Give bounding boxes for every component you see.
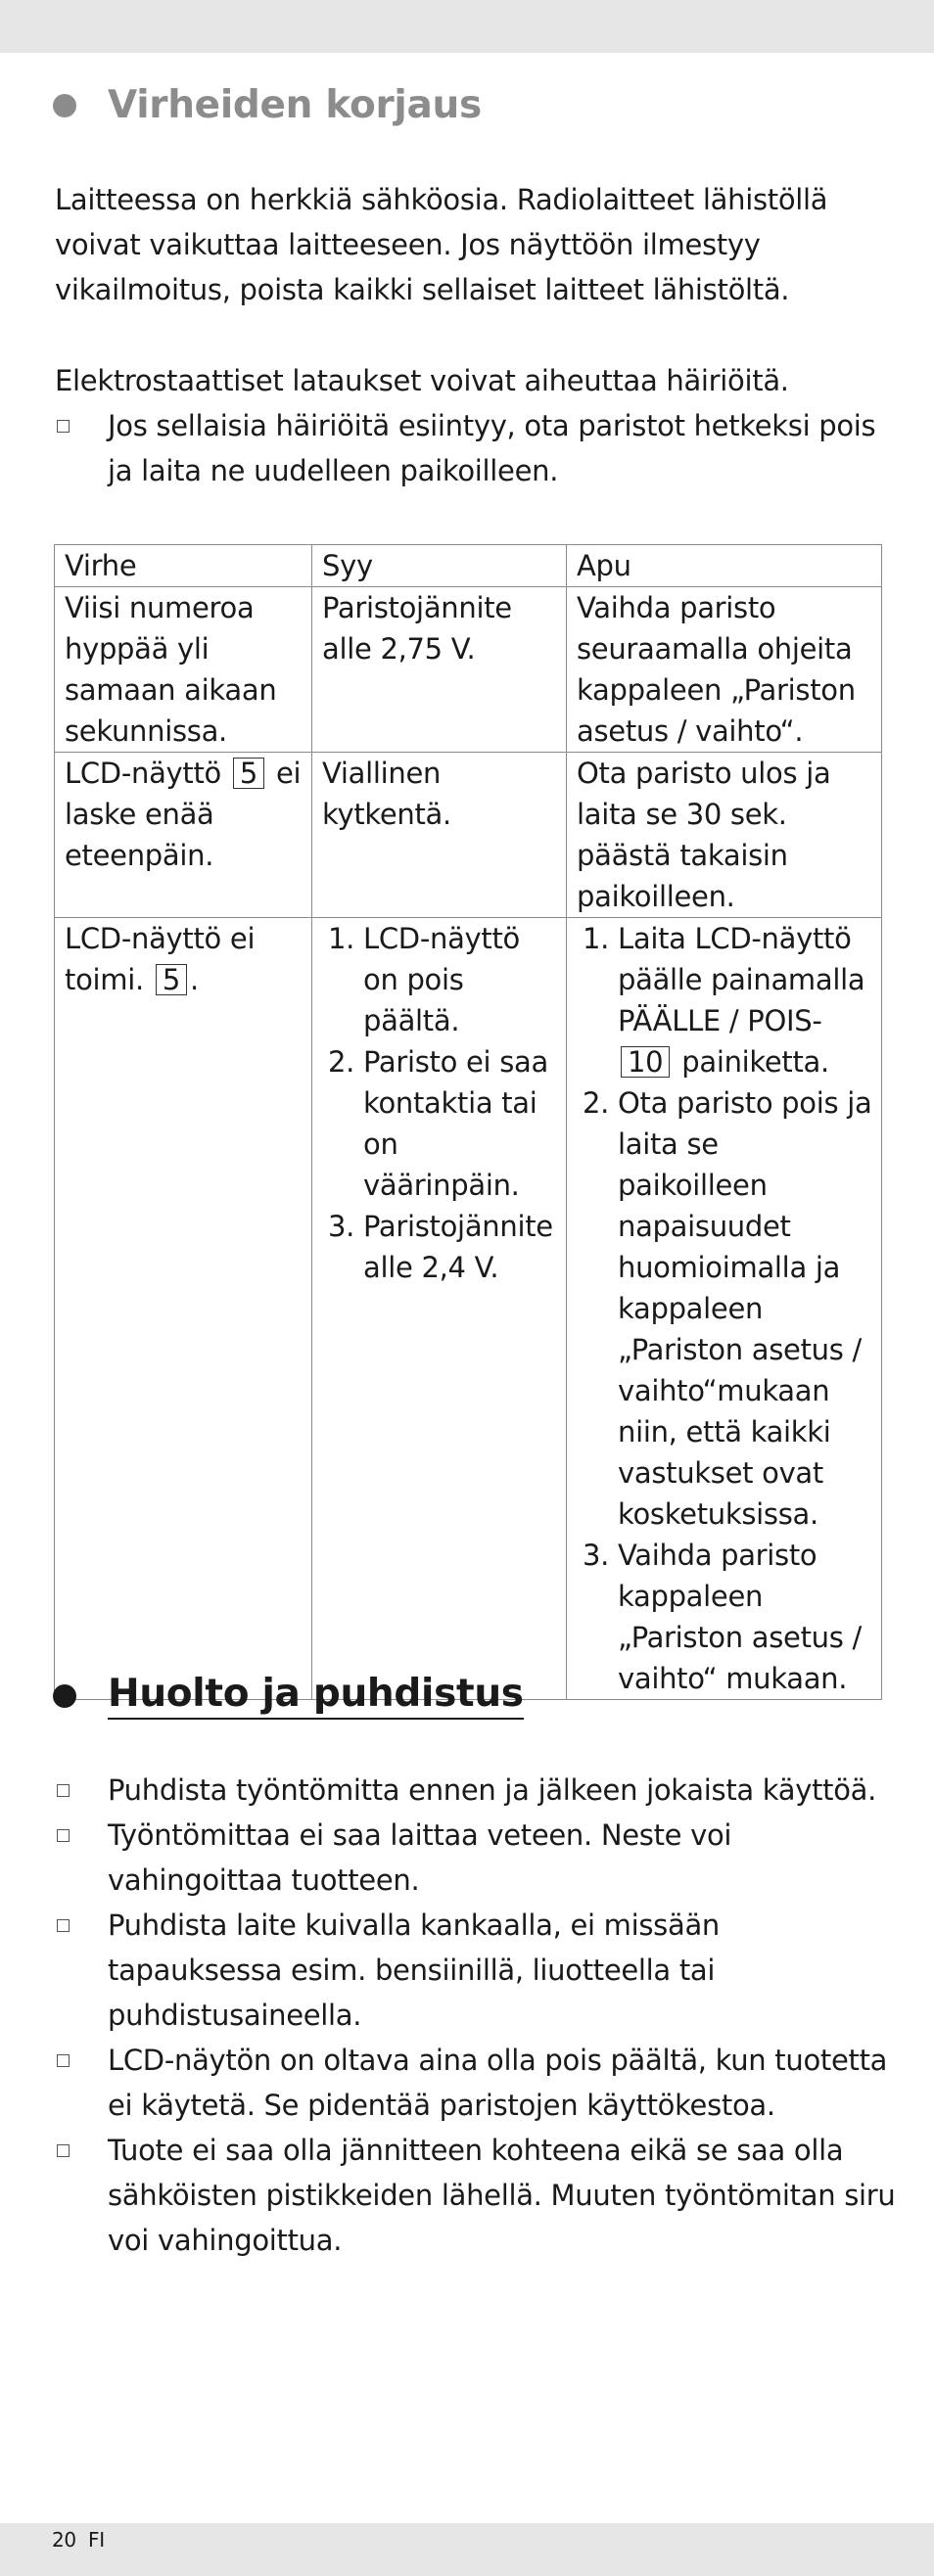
- table-row: [55, 587, 882, 753]
- heading-bullet-icon: [53, 1684, 76, 1708]
- list-item: 1. LCD-näyttö on pois päältä.: [363, 918, 560, 1041]
- list-item: Tuote ei saa olla jännitteen kohteena eikä se saa olla sähköisten pistikkeiden lähellä. Muuten työntömitan siru voi vahingoittua.: [55, 2128, 897, 2263]
- section-heading-troubleshooting: [53, 83, 482, 128]
- reference-number: 10: [621, 1046, 670, 1078]
- list-item: Työntömittaa ei saa laittaa veteen. Neste voi vahingoittaa tuotteen.: [55, 1813, 897, 1903]
- section-title: Huolto ja puhdistus: [108, 1672, 524, 1720]
- table-row: [55, 753, 882, 918]
- column-header-fault: Virhe: [55, 545, 312, 587]
- page-footer: [52, 2528, 105, 2552]
- checkbox-bullet-icon: [57, 1919, 70, 1932]
- troubleshooting-table: [54, 544, 882, 1700]
- remedy-cell: Ota paristo ulos ja laita se 30 sek. päästä takaisin paikoilleen.: [567, 753, 882, 918]
- remedy-cell: Vaihda paristo seuraamalla ohjeita kappaleen „Pariston asetus / vaihto“.: [567, 587, 882, 753]
- heading-bullet-icon: [53, 94, 76, 117]
- cause-cell: [312, 918, 567, 1700]
- cause-list: [322, 918, 560, 1288]
- checkbox-bullet-icon: [57, 1829, 70, 1842]
- section-title: Virheiden korjaus: [108, 83, 482, 127]
- cause-cell: Viallinen kytkentä.: [312, 753, 567, 918]
- maintenance-list: [55, 1768, 897, 2263]
- list-item: 3. Vaihda paristo kappaleen „Pariston asetus / vaihto“ mukaan.: [618, 1535, 875, 1699]
- list-item: 1. Laita LCD-näyttö päälle painamalla PÄÄLLE / POIS-10 painiketta.: [618, 918, 875, 1082]
- list-item: 2. Ota paristo pois ja laita se paikoilleen napaisuudet huomioimalla ja kappaleen „Pariston asetus / vaihto“mukaan niin, että kaikki vastukset ovat kosketuksissa.: [618, 1082, 875, 1535]
- fault-cell: LCD-näyttö ei toimi. 5 .: [55, 918, 312, 1700]
- remedy-list: [577, 918, 875, 1699]
- list-item: 2. Paristo ei saa kontaktia tai on väärinpäin.: [363, 1041, 560, 1206]
- checkbox-bullet-icon: [57, 420, 70, 433]
- static-note: Elektrostaattiset lataukset voivat aiheuttaa häiriöitä.: [55, 364, 789, 397]
- page-number: 20: [52, 2528, 76, 2552]
- checkbox-bullet-icon: [57, 2054, 70, 2067]
- table-header-row: [55, 545, 882, 587]
- table-row: [55, 918, 882, 1700]
- list-item: Jos sellaisia häiriöitä esiintyy, ota paristot hetkeksi pois ja laita ne uudelleen paikoilleen.: [55, 403, 897, 493]
- cause-cell: Paristojännite alle 2,75 V.: [312, 587, 567, 753]
- checkbox-bullet-icon: [57, 1784, 70, 1797]
- fault-cell: Viisi numeroa hyppää yli samaan aikaan sekunnissa.: [55, 587, 312, 753]
- column-header-cause: Syy: [312, 545, 567, 587]
- reference-number: 5: [156, 964, 187, 995]
- language-code: FI: [87, 2528, 105, 2552]
- checkbox-bullet-icon: [57, 2144, 70, 2157]
- column-header-remedy: Apu: [567, 545, 882, 587]
- interference-list: [55, 403, 897, 493]
- intro-paragraph: Laitteessa on herkkiä sähköosia. Radiolaitteet lähistöllä voivat vaikuttaa laitteeseen. Jos näyttöön ilmestyy vikailmoitus, poista kaikki sellaiset laitteet lähistöltä.: [55, 183, 828, 306]
- list-item: LCD-näytön on oltava aina olla pois päältä, kun tuotetta ei käytetä. Se pidentää paristojen käyttökestoa.: [55, 2038, 897, 2128]
- reference-number: 5: [233, 758, 264, 789]
- footer-band: [0, 2523, 934, 2576]
- fault-cell: LCD-näyttö 5 ei laske enää eteenpäin.: [55, 753, 312, 918]
- section-heading-maintenance: [53, 1672, 524, 1720]
- remedy-cell: [567, 918, 882, 1700]
- list-item: Puhdista laite kuivalla kankaalla, ei missään tapauksessa esim. bensiinillä, liuotteella tai puhdistusaineella.: [55, 1903, 897, 2038]
- top-band: [0, 0, 934, 53]
- list-item: 3. Paristojännite alle 2,4 V.: [363, 1206, 560, 1288]
- list-item: Puhdista työntömitta ennen ja jälkeen jokaista käyttöä.: [55, 1768, 897, 1813]
